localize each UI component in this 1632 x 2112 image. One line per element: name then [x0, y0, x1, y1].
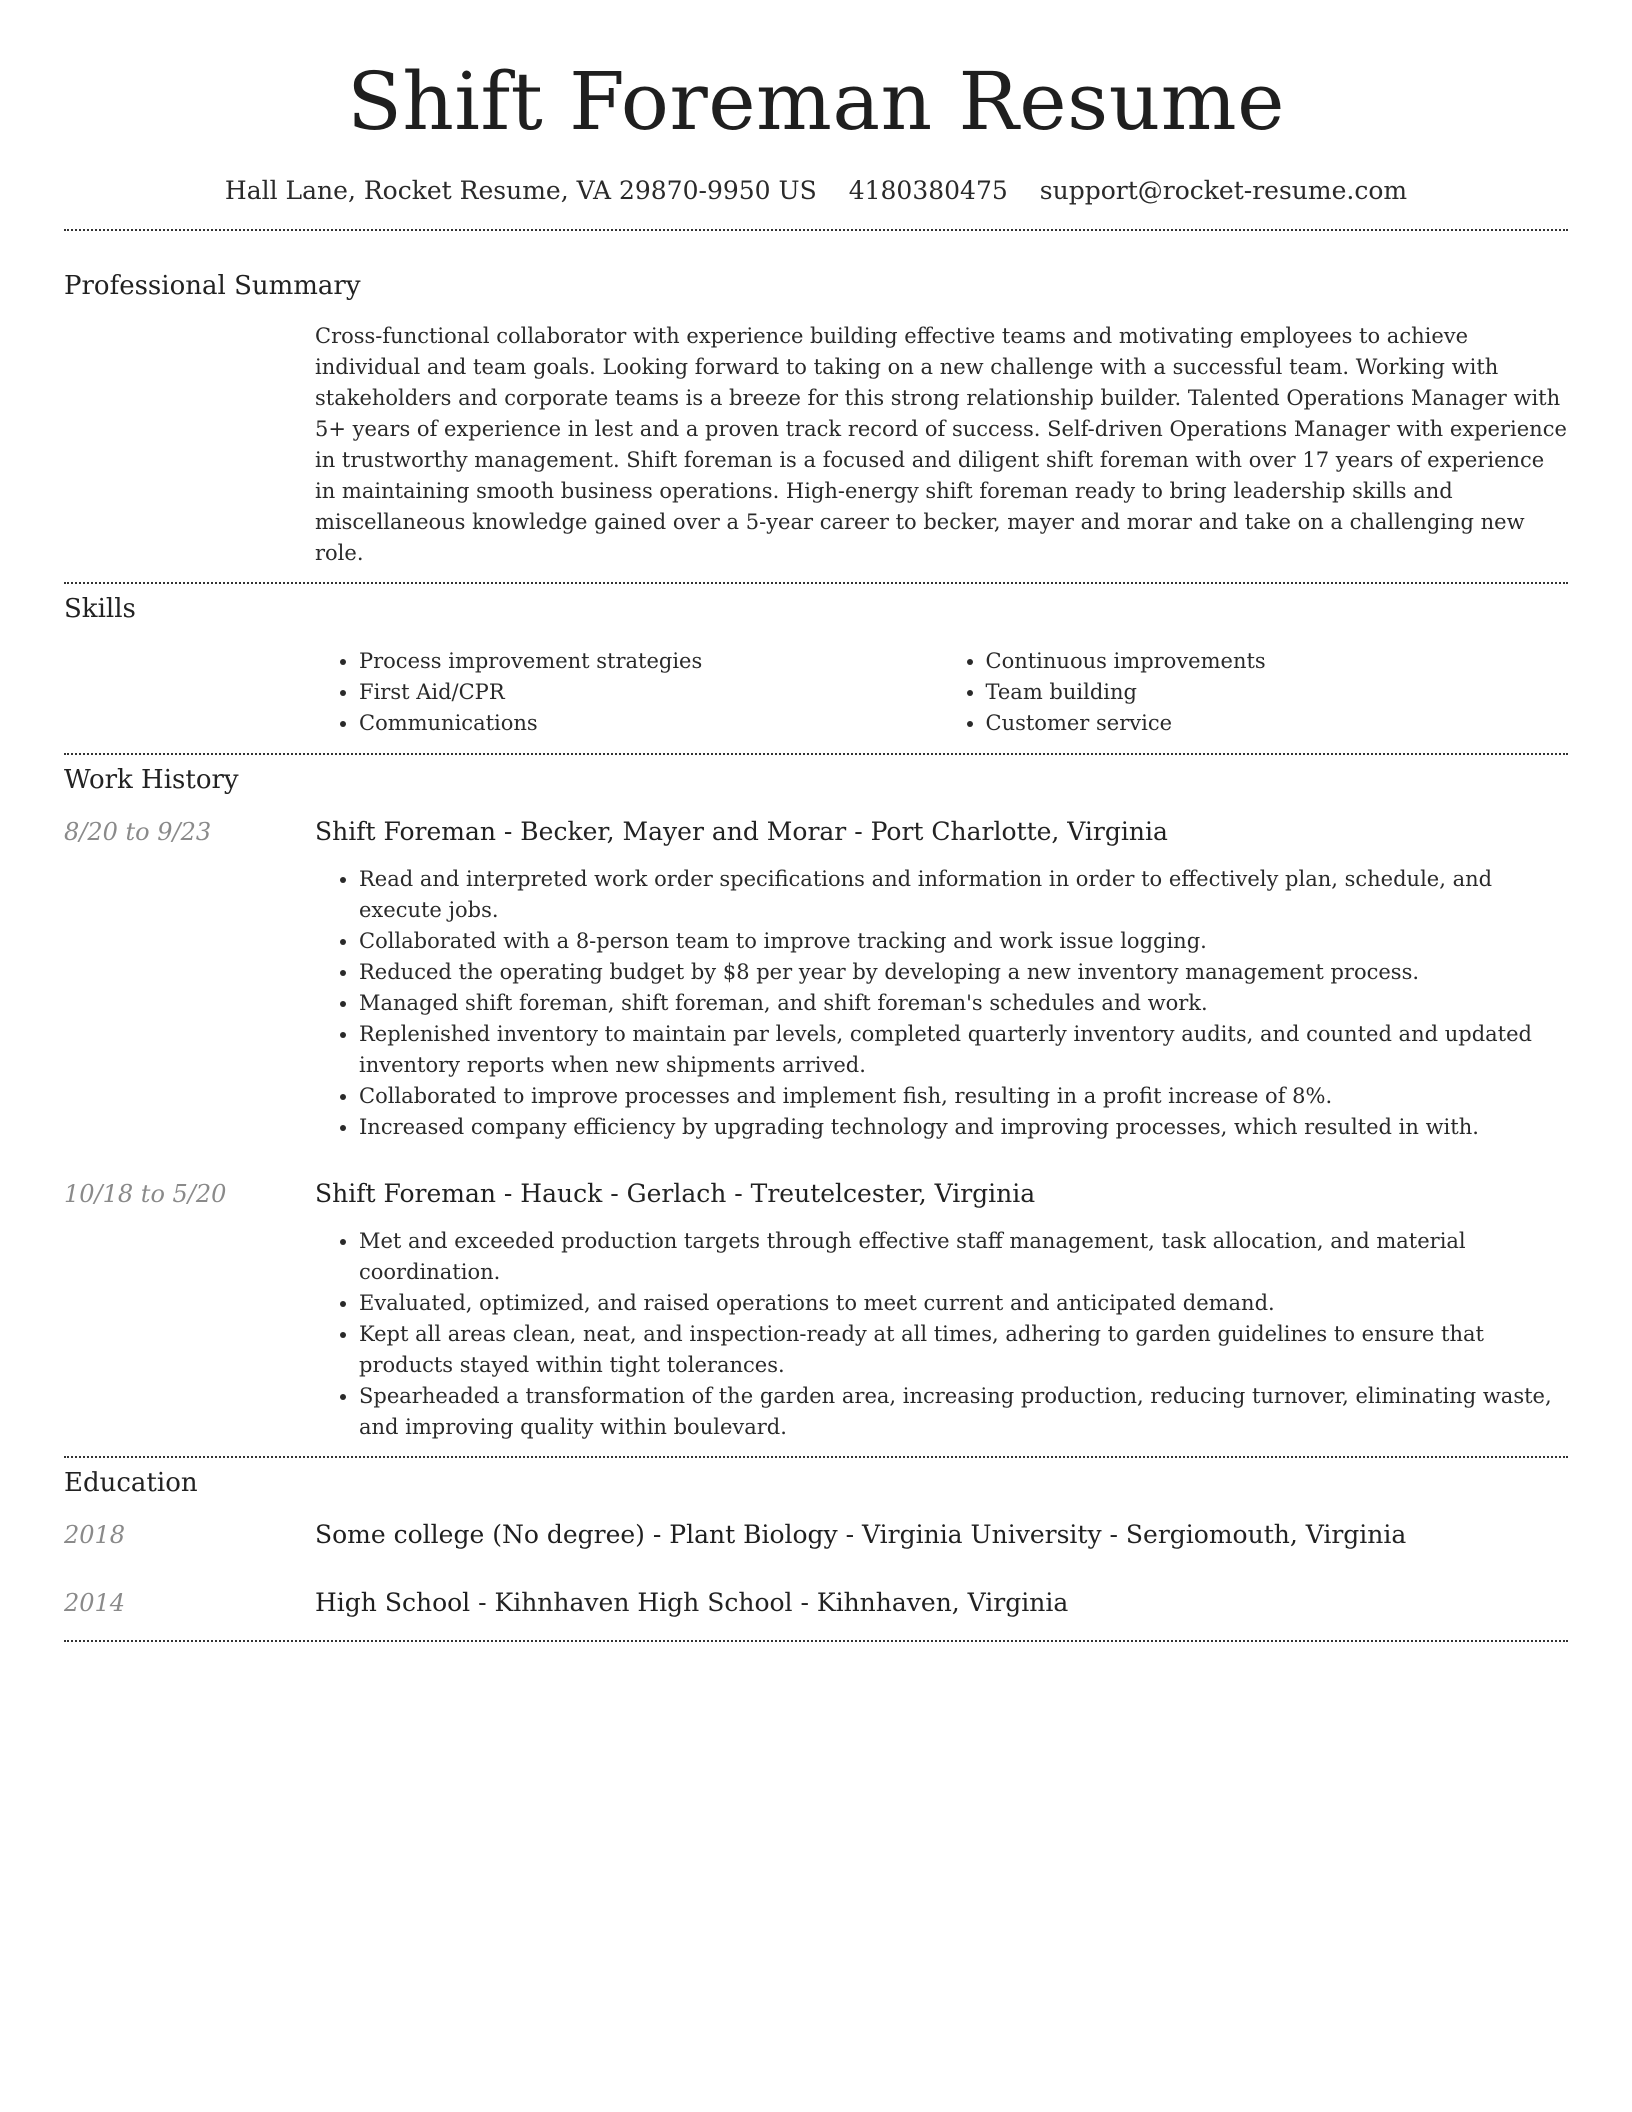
page-title: Shift Foreman Resume	[347, 55, 1285, 148]
job-bullet: • Read and interpreted work order specifications and information in order to effectively plan, schedule, and execute jobs.	[359, 864, 1568, 926]
divider	[64, 753, 1568, 755]
job-bullet: • Spearheaded a transformation of the garden area, increasing production, reducing turnover, eliminating waste, and improving quality within boulevard.	[359, 1381, 1568, 1443]
summary-section	[64, 271, 1568, 569]
job-bullet: • Evaluated, optimized, and raised operations to meet current and anticipated demand.	[359, 1288, 1568, 1319]
skill-item: • Customer service	[986, 708, 1569, 739]
education-details: - Kihnhaven High School - Kihnhaven, Virginia	[470, 1588, 1069, 1617]
divider	[64, 229, 1568, 231]
skill-item: • Continuous improvements	[986, 646, 1569, 677]
job-bullet: • Managed shift foreman, shift foreman, and shift foreman's schedules and work.	[359, 988, 1568, 1019]
education-degree: Some college (No degree) - Plant Biology	[315, 1520, 838, 1549]
work-section	[64, 765, 1568, 1443]
education-text	[315, 1586, 1568, 1620]
job-entry	[64, 815, 1568, 1143]
summary-text: Cross-functional collaborator with experience building effective teams and motivating employees to achieve individual and team goals. Looking forward to taking on a new challenge with a successful team. Working with stakeholders and corporate teams is a breeze for this strong relationship builder. Talented Operations Manager with 5+ years of experience in lest and a proven track record of success. Self-driven Operations Manager with experience in trustworthy management. Shift foreman is a focused and diligent shift foreman with over 17 years of experience in maintaining smooth business operations. High-energy shift foreman ready to bring leadership skills and miscellaneous knowledge gained over a 5-year career to becker, mayer and morar and take on a challenging new role.	[315, 324, 1567, 565]
divider	[64, 1456, 1568, 1458]
skills-section	[64, 594, 1568, 739]
job-bullet: • Collaborated to improve processes and implement fish, resulting in a profit increase of 8%.	[359, 1081, 1568, 1112]
job-bullet: • Increased company efficiency by upgrading technology and improving processes, which resulted in with.	[359, 1112, 1568, 1143]
divider	[64, 1640, 1568, 1642]
job-bullet: • Kept all areas clean, neat, and inspection-ready at all times, adhering to garden guidelines to ensure that products stayed within tight tolerances.	[359, 1319, 1568, 1381]
contact-email: support@rocket-resume.com	[1039, 176, 1408, 205]
skills-list-left	[315, 646, 942, 739]
skill-item: • Communications	[359, 708, 942, 739]
skill-item: • First Aid/CPR	[359, 677, 942, 708]
contact-line	[64, 176, 1568, 205]
job-bullet: • Collaborated with a 8-person team to improve tracking and work issue logging.	[359, 926, 1568, 957]
job-title	[315, 815, 1568, 849]
job-details: - Hauck - Gerlach - Treutelcester, Virginia	[495, 1179, 1036, 1208]
resume-header	[64, 54, 1568, 205]
skill-item: • Team building	[986, 677, 1569, 708]
job-dates: 10/18 to 5/20	[64, 1180, 227, 1208]
education-year: 2018	[64, 1521, 126, 1549]
job-bullet: • Met and exceeded production targets through effective staff management, task allocation, and material coordination.	[359, 1226, 1568, 1288]
education-entry	[64, 1586, 1568, 1620]
job-details: - Becker, Mayer and Morar - Port Charlotte, Virginia	[495, 817, 1168, 846]
job-bullet: • Reduced the operating budget by $8 per year by developing a new inventory management process.	[359, 957, 1568, 988]
work-heading: Work History	[64, 765, 239, 795]
job-role: Shift Foreman	[315, 1179, 496, 1208]
education-details: - Virginia University - Sergiomouth, Virginia	[837, 1520, 1407, 1549]
job-bullet: • Replenished inventory to maintain par levels, completed quarterly inventory audits, and counted and updated inventory reports when new shipments arrived.	[359, 1019, 1568, 1081]
education-year: 2014	[64, 1589, 126, 1617]
skills-list-right	[942, 646, 1569, 739]
education-entry	[64, 1518, 1568, 1552]
education-degree: High School	[315, 1588, 471, 1617]
job-dates: 8/20 to 9/23	[64, 818, 212, 846]
skills-heading: Skills	[64, 594, 136, 624]
job-title	[315, 1177, 1568, 1211]
job-bullets	[315, 864, 1568, 1143]
job-entry	[64, 1177, 1568, 1443]
contact-phone: 4180380475	[848, 176, 1008, 205]
skill-item: • Process improvement strategies	[359, 646, 942, 677]
job-bullets	[315, 1226, 1568, 1443]
education-heading: Education	[64, 1468, 198, 1498]
education-text	[315, 1518, 1568, 1552]
education-section	[64, 1468, 1568, 1620]
divider	[64, 582, 1568, 584]
summary-heading: Professional Summary	[64, 271, 361, 301]
contact-address: Hall Lane, Rocket Resume, VA 29870-9950 US	[224, 176, 817, 205]
job-role: Shift Foreman	[315, 817, 496, 846]
